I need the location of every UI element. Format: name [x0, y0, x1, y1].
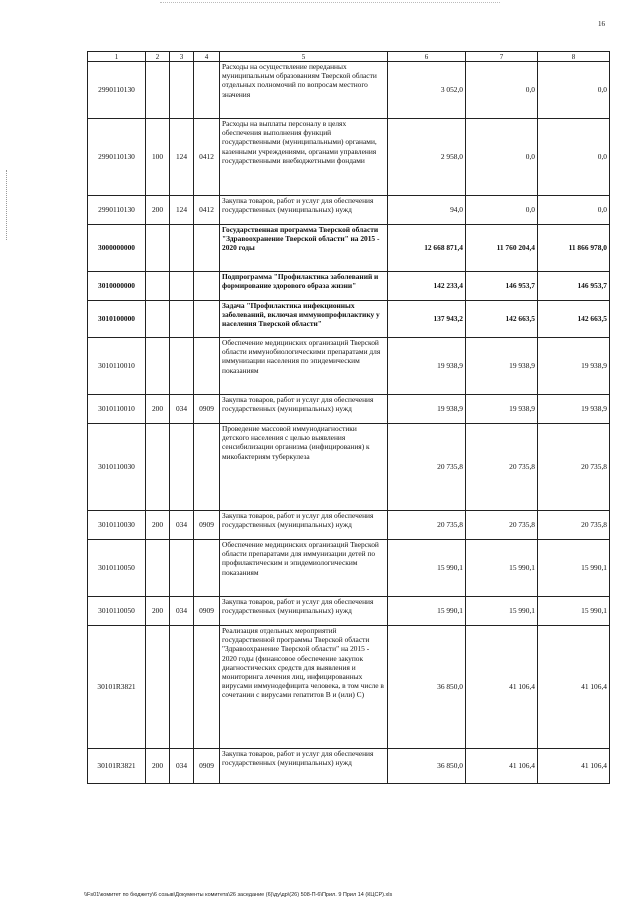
table-row [88, 338, 610, 395]
row-value-col8: 15 990,1 [538, 597, 610, 626]
row-value-col7: 146 953,7 [466, 272, 538, 301]
row-value-col7: 15 990,1 [466, 597, 538, 626]
row-description: Закупка товаров, работ и услуг для обеспечения государственных (муниципальных) нужд [220, 395, 388, 424]
table-row [88, 540, 610, 597]
row-section [146, 62, 170, 119]
row-description: Обеспечение медицинских организаций Тверской области препаратами для иммунизации детей по профилактическим и эпидемиологическим показаниям [220, 540, 388, 597]
row-value-col8: 19 938,9 [538, 395, 610, 424]
row-code: 3010110050 [88, 597, 146, 626]
row-value-col8: 20 735,8 [538, 424, 610, 511]
row-expense-type [194, 225, 220, 272]
table-header-row [88, 52, 610, 62]
row-value-col8: 20 735,8 [538, 511, 610, 540]
row-description: Подпрограмма "Профилактика заболеваний и формирование здорового образа жизни" [220, 272, 388, 301]
row-value-col6: 20 735,8 [388, 511, 466, 540]
row-section [146, 626, 170, 749]
column-header: 1 [88, 52, 146, 62]
row-section: 200 [146, 597, 170, 626]
row-code: 3010110010 [88, 395, 146, 424]
row-description: Закупка товаров, работ и услуг для обеспечения государственных (муниципальных) нужд [220, 749, 388, 784]
row-value-col6: 3 052,0 [388, 62, 466, 119]
row-expense-type [194, 62, 220, 119]
column-header: 6 [388, 52, 466, 62]
column-header: 2 [146, 52, 170, 62]
row-value-col6: 36 850,0 [388, 626, 466, 749]
table-row [88, 626, 610, 749]
row-section [146, 424, 170, 511]
row-description: Расходы на выплаты персоналу в целях обеспечения выполнения функций государственными (муниципальными) органами, казенными учреждениями, органами управления государственными внебюджетными фондами [220, 119, 388, 196]
row-description: Обеспечение медицинских организаций Тверской области иммунобиологическими препаратами для иммунизации населения по эпидемическим показаниям [220, 338, 388, 395]
row-value-col6: 15 990,1 [388, 540, 466, 597]
row-value-col6: 142 233,4 [388, 272, 466, 301]
column-header: 7 [466, 52, 538, 62]
table-row [88, 272, 610, 301]
row-subsection: 124 [170, 196, 194, 225]
table-row [88, 511, 610, 540]
row-subsection [170, 272, 194, 301]
table-row [88, 597, 610, 626]
row-description: Задача "Профилактика инфекционных заболеваний, включая иммунопрофилактику у населения Тверской области" [220, 301, 388, 338]
row-value-col7: 41 106,4 [466, 749, 538, 784]
row-subsection [170, 424, 194, 511]
row-expense-type [194, 424, 220, 511]
row-value-col8: 0,0 [538, 119, 610, 196]
row-expense-type: 0909 [194, 597, 220, 626]
row-expense-type [194, 626, 220, 749]
row-code: 2990110130 [88, 119, 146, 196]
row-section [146, 225, 170, 272]
row-section: 200 [146, 749, 170, 784]
row-value-col6: 137 943,2 [388, 301, 466, 338]
scan-dots-top [160, 2, 500, 4]
row-expense-type [194, 338, 220, 395]
row-subsection: 034 [170, 511, 194, 540]
page-number: 16 [598, 20, 605, 28]
row-value-col6: 36 850,0 [388, 749, 466, 784]
table-row [88, 749, 610, 784]
row-value-col7: 20 735,8 [466, 511, 538, 540]
table-row [88, 395, 610, 424]
row-code: 2990110130 [88, 62, 146, 119]
row-description: Закупка товаров, работ и услуг для обеспечения государственных (муниципальных) нужд [220, 196, 388, 225]
row-code: 3010110030 [88, 424, 146, 511]
row-description: Государственная программа Тверской области "Здравоохранение Тверской области" на 2015 - 2020 годы [220, 225, 388, 272]
row-subsection: 034 [170, 395, 194, 424]
row-code: 2990110130 [88, 196, 146, 225]
table-row [88, 62, 610, 119]
row-code: 3010110050 [88, 540, 146, 597]
row-value-col7: 0,0 [466, 62, 538, 119]
row-value-col8: 41 106,4 [538, 749, 610, 784]
table-row [88, 119, 610, 196]
row-section [146, 272, 170, 301]
row-description: Расходы на осуществление переданных муниципальным образованиям Тверской области отдельных полномочий по вопросам местного значения [220, 62, 388, 119]
row-expense-type: 0412 [194, 196, 220, 225]
row-value-col6: 2 958,0 [388, 119, 466, 196]
row-code: 3010110010 [88, 338, 146, 395]
row-value-col6: 20 735,8 [388, 424, 466, 511]
row-value-col7: 41 106,4 [466, 626, 538, 749]
row-value-col8: 142 663,5 [538, 301, 610, 338]
row-description: Закупка товаров, работ и услуг для обеспечения государственных (муниципальных) нужд [220, 511, 388, 540]
row-section: 200 [146, 395, 170, 424]
row-value-col8: 19 938,9 [538, 338, 610, 395]
column-header: 3 [170, 52, 194, 62]
row-section [146, 540, 170, 597]
row-value-col8: 15 990,1 [538, 540, 610, 597]
row-expense-type: 0909 [194, 395, 220, 424]
row-expense-type: 0909 [194, 511, 220, 540]
row-value-col7: 142 663,5 [466, 301, 538, 338]
row-subsection [170, 62, 194, 119]
row-section [146, 338, 170, 395]
row-subsection [170, 338, 194, 395]
row-expense-type [194, 540, 220, 597]
budget-table [87, 51, 610, 784]
row-value-col8: 0,0 [538, 196, 610, 225]
footer-file-path: \\Fs01\комитет по бюджету\6 созыв\Документы комитета\26 заседание (6)\ду\др\(26) 508-П-6\Прил. 9 Прил 14 (КЦСР).xls [84, 892, 393, 898]
table-row [88, 196, 610, 225]
row-code: 3010110030 [88, 511, 146, 540]
row-code: 30101R3821 [88, 626, 146, 749]
row-value-col6: 94,0 [388, 196, 466, 225]
row-subsection [170, 225, 194, 272]
row-expense-type: 0909 [194, 749, 220, 784]
row-subsection [170, 301, 194, 338]
row-subsection [170, 626, 194, 749]
row-value-col7: 19 938,9 [466, 395, 538, 424]
row-description: Закупка товаров, работ и услуг для обеспечения государственных (муниципальных) нужд [220, 597, 388, 626]
row-value-col6: 19 938,9 [388, 338, 466, 395]
row-expense-type [194, 301, 220, 338]
row-expense-type: 0412 [194, 119, 220, 196]
row-value-col7: 0,0 [466, 196, 538, 225]
row-code: 3000000000 [88, 225, 146, 272]
table-row [88, 301, 610, 338]
row-value-col8: 0,0 [538, 62, 610, 119]
row-value-col6: 19 938,9 [388, 395, 466, 424]
row-section: 100 [146, 119, 170, 196]
row-value-col7: 11 760 204,4 [466, 225, 538, 272]
row-code: 3010100000 [88, 301, 146, 338]
column-header: 4 [194, 52, 220, 62]
row-value-col7: 0,0 [466, 119, 538, 196]
row-subsection: 124 [170, 119, 194, 196]
table-row [88, 424, 610, 511]
row-subsection [170, 540, 194, 597]
table-row [88, 225, 610, 272]
row-description: Реализация отдельных мероприятий государственной программы Тверской области "Здравоохранение Тверской области" на 2015 - 2020 годы (финансовое обеспечение закупок диагностических средств для выявления и мониторинга лечения лиц, инфицированных вирусами иммунодефицита человека, в том числе в сочетании с вирусами гепатитов В и (или) С) [220, 626, 388, 749]
row-value-col6: 15 990,1 [388, 597, 466, 626]
row-value-col7: 20 735,8 [466, 424, 538, 511]
column-header: 8 [538, 52, 610, 62]
row-code: 30101R3821 [88, 749, 146, 784]
row-subsection: 034 [170, 597, 194, 626]
row-value-col6: 12 668 871,4 [388, 225, 466, 272]
row-section [146, 301, 170, 338]
row-value-col8: 41 106,4 [538, 626, 610, 749]
row-description: Проведение массовой иммунодиагностики детского населения с целью выявления сенсибилизации организма (инфицирования) к микобактериям туберкулеза [220, 424, 388, 511]
column-header: 5 [220, 52, 388, 62]
row-value-col7: 15 990,1 [466, 540, 538, 597]
row-value-col7: 19 938,9 [466, 338, 538, 395]
row-section: 200 [146, 196, 170, 225]
row-subsection: 034 [170, 749, 194, 784]
row-section: 200 [146, 511, 170, 540]
row-code: 3010000000 [88, 272, 146, 301]
scan-margin-mark [6, 170, 8, 240]
row-value-col8: 146 953,7 [538, 272, 610, 301]
row-value-col8: 11 866 978,0 [538, 225, 610, 272]
row-expense-type [194, 272, 220, 301]
